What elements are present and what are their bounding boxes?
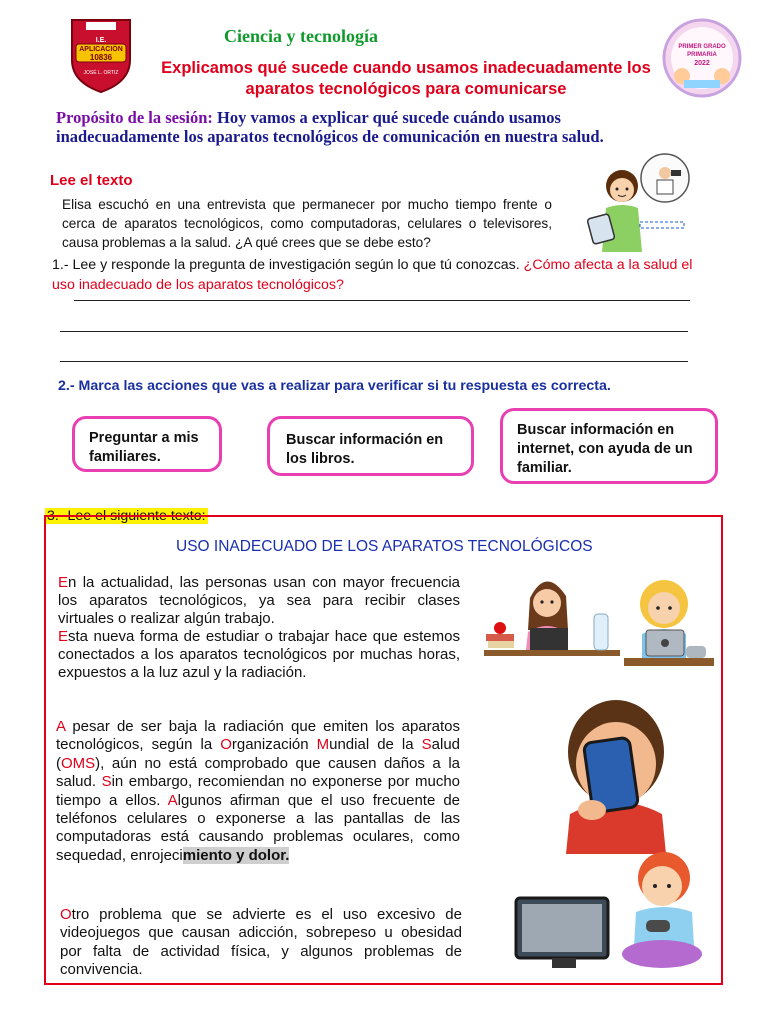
p2-t5: ), aún no está comprobado que causen daños a la salud. bbox=[56, 754, 460, 791]
girl-with-tablet-illustration bbox=[570, 148, 692, 252]
woman-laptop-illustration bbox=[484, 568, 620, 670]
grade-badge bbox=[660, 18, 744, 98]
boy-phone-illustration bbox=[554, 694, 678, 854]
logo-line3: 10836 bbox=[89, 53, 113, 62]
dropcap-e1: E bbox=[58, 574, 69, 591]
school-logo bbox=[68, 16, 134, 94]
reading-paragraph-3 bbox=[60, 906, 462, 980]
p3-text: tro problema que se advierte es el uso excesivo de videojuegos que causan adicción, sobrepeso u obesidad por falta de actividad física, y algunos problemas de convivencia. bbox=[60, 906, 462, 979]
purpose-label: Propósito de la sesión: bbox=[56, 108, 213, 127]
cap-o: O bbox=[220, 736, 232, 754]
p2-t2: rganización bbox=[231, 736, 317, 754]
cap-a: A bbox=[56, 718, 66, 735]
purpose-text: Hoy vamos a explicar qué sucede cuándo usamos inadecuadamente los aparatos tecnológicos de comunicación en nuestra salud. bbox=[56, 108, 604, 146]
reading-paragraph-1 bbox=[58, 574, 460, 682]
p2-t1: pesar de ser baja la radiación que emiten los aparatos tecnológicos, según la bbox=[56, 718, 460, 754]
read-paragraph: Elisa escuchó en una entrevista que permanecer por mucho tiempo frente o cerca de aparatos tecnológicos, como computadoras, celulares o televisores, causa problemas a la salud. ¿A qué crees que se debe esto? bbox=[62, 197, 552, 250]
subject-title: Ciencia y tecnología bbox=[224, 26, 378, 46]
p2-t6: in embargo, recomiendan no exponerse por mucho tiempo a ellos. bbox=[56, 773, 461, 809]
option-search-internet[interactable] bbox=[500, 408, 718, 484]
question-2: 2.- Marca las acciones que vas a realizar para verificar si tu respuesta es correcta. bbox=[58, 378, 611, 394]
cap-s: S bbox=[421, 736, 432, 754]
cap-a2: A bbox=[167, 791, 178, 809]
logo-line1: I.E. bbox=[95, 37, 107, 44]
read-heading: Lee el texto bbox=[50, 172, 133, 189]
girl-laptop-illustration bbox=[624, 576, 714, 670]
p2-highlight: miento y dolor. bbox=[182, 846, 290, 864]
page-title: Explicamos qué sucede cuando usamos inadecuadamente los aparatos tecnológicos para comunicarse bbox=[161, 59, 651, 98]
question-1-highlight: ¿Cómo afecta a la salud el uso inadecuado de los aparatos tecnológicos? bbox=[52, 257, 693, 293]
session-purpose bbox=[56, 108, 656, 146]
answer-line-1[interactable] bbox=[74, 300, 690, 301]
answer-line-3[interactable] bbox=[60, 361, 688, 362]
question-1-text: 1.- Lee y responde la pregunta de investigación según lo que tú conozcas. bbox=[52, 257, 524, 273]
question-3-label: 3.- Lee el siguiente texto: bbox=[47, 508, 206, 524]
badge-line1: PRIMER GRADO bbox=[678, 44, 726, 50]
option-search-books-label: Buscar información en los libros. bbox=[286, 432, 444, 467]
p1b-text: sta nueva forma de estudiar o trabajar hace que estemos conectados a los aparatos tecnológicos por muchas horas, expuestos a la luz azul y la radiación. bbox=[58, 628, 460, 681]
option-ask-family-label: Preguntar a mis familiares. bbox=[89, 430, 199, 465]
reading-title: USO INADECUADO DE LOS APARATOS TECNOLÓGICOS bbox=[176, 538, 593, 555]
oms-acronym: OMS bbox=[61, 754, 96, 772]
answer-line-2[interactable] bbox=[60, 331, 688, 332]
option-search-internet-label: Buscar información en internet, con ayuda de un familiar. bbox=[517, 422, 693, 476]
cap-m: M bbox=[316, 736, 330, 754]
p2-t7: lgunos afirman que el uso frecuente de teléfonos celulares o exponerse a las pantallas de las computadoras está causando problemas oculares, como sequedad, enrojeci bbox=[56, 791, 460, 864]
badge-line2: PRIMARIA bbox=[687, 52, 717, 58]
option-ask-family[interactable] bbox=[72, 416, 222, 472]
dropcap-o: O bbox=[60, 906, 72, 923]
cap-s2: S bbox=[101, 773, 112, 791]
dropcap-e2: E bbox=[58, 628, 69, 645]
logo-line4: JOSÉ L. ORTIZ bbox=[83, 70, 119, 76]
logo-line2: APLICACIÓN bbox=[79, 46, 123, 53]
p2-t4: alud ( bbox=[56, 736, 460, 772]
reading-paragraph-2 bbox=[56, 718, 460, 865]
p1a-text: n la actualidad, las personas usan con mayor frecuencia los aparatos tecnológicos, ya sea para recibir clases virtuales o realizar algún trabajo. bbox=[58, 574, 460, 627]
question-1 bbox=[52, 255, 702, 295]
option-search-books[interactable] bbox=[267, 416, 474, 476]
badge-line3: 2022 bbox=[694, 60, 710, 67]
kid-videogame-illustration bbox=[512, 850, 710, 972]
p2-t3: undial de la bbox=[329, 736, 422, 754]
